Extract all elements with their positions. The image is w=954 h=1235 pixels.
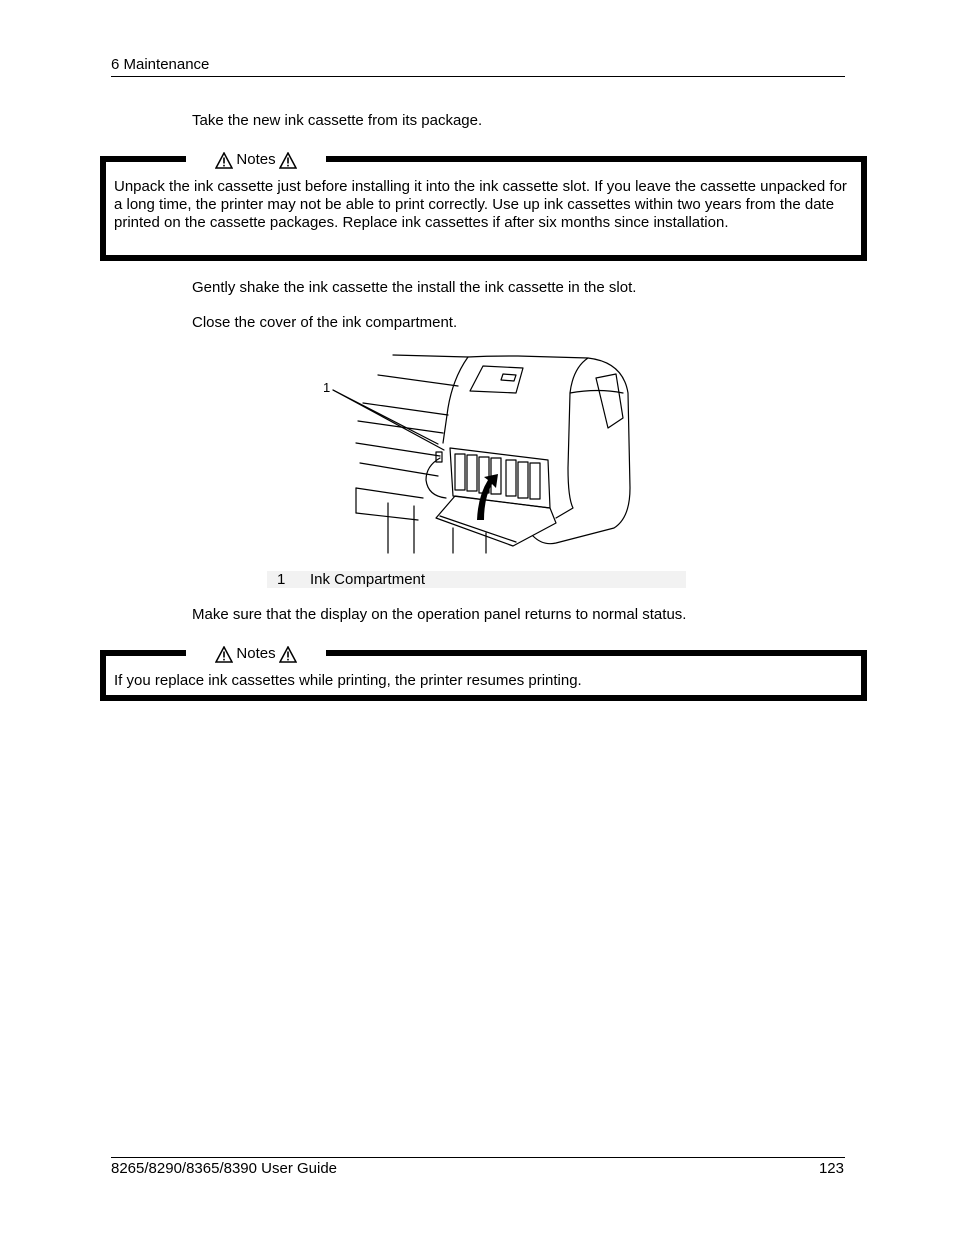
- warning-icon: [279, 646, 297, 663]
- warning-icon: [279, 152, 297, 169]
- warning-icon: [215, 646, 233, 663]
- caption-number: 1: [277, 571, 286, 588]
- step-close-cover: Close the cover of the ink compartment.: [192, 314, 458, 331]
- notes-label: [186, 643, 326, 665]
- warning-icon: [215, 152, 233, 169]
- step-shake-install: Gently shake the ink cassette the install the ink cassette in the slot.: [192, 279, 637, 296]
- callout-number: 1: [323, 380, 331, 395]
- footer-rule: [111, 1157, 845, 1158]
- ink-compartment-illustration: [318, 348, 638, 556]
- running-header: 6 Maintenance: [111, 56, 210, 73]
- page-number: 123: [818, 1160, 844, 1177]
- notes-label: [186, 149, 326, 171]
- footer-guide-title: 8265/8290/8365/8390 User Guide: [111, 1160, 338, 1177]
- notes-label-text: Notes: [236, 151, 276, 168]
- step-check-display: Make sure that the display on the operation panel returns to normal status.: [192, 606, 687, 623]
- step-take-cassette: Take the new ink cassette from its package.: [192, 112, 483, 129]
- notes-label-text: Notes: [236, 645, 276, 662]
- notes-text: If you replace ink cassettes while printing, the printer resumes printing.: [114, 672, 582, 689]
- figure-caption: [267, 571, 686, 588]
- notes-text: Unpack the ink cassette just before installing it into the ink cassette slot. If you leave the cassette unpacked for a long time, the printer may not be able to print correctly. Use up ink cassettes within two years from the date printed on the cassette packages. Replace ink cassettes if after six months since installation.: [114, 178, 847, 231]
- caption-text: Ink Compartment: [310, 571, 426, 588]
- header-rule: [111, 76, 845, 77]
- notes-box-unpack: [100, 156, 867, 261]
